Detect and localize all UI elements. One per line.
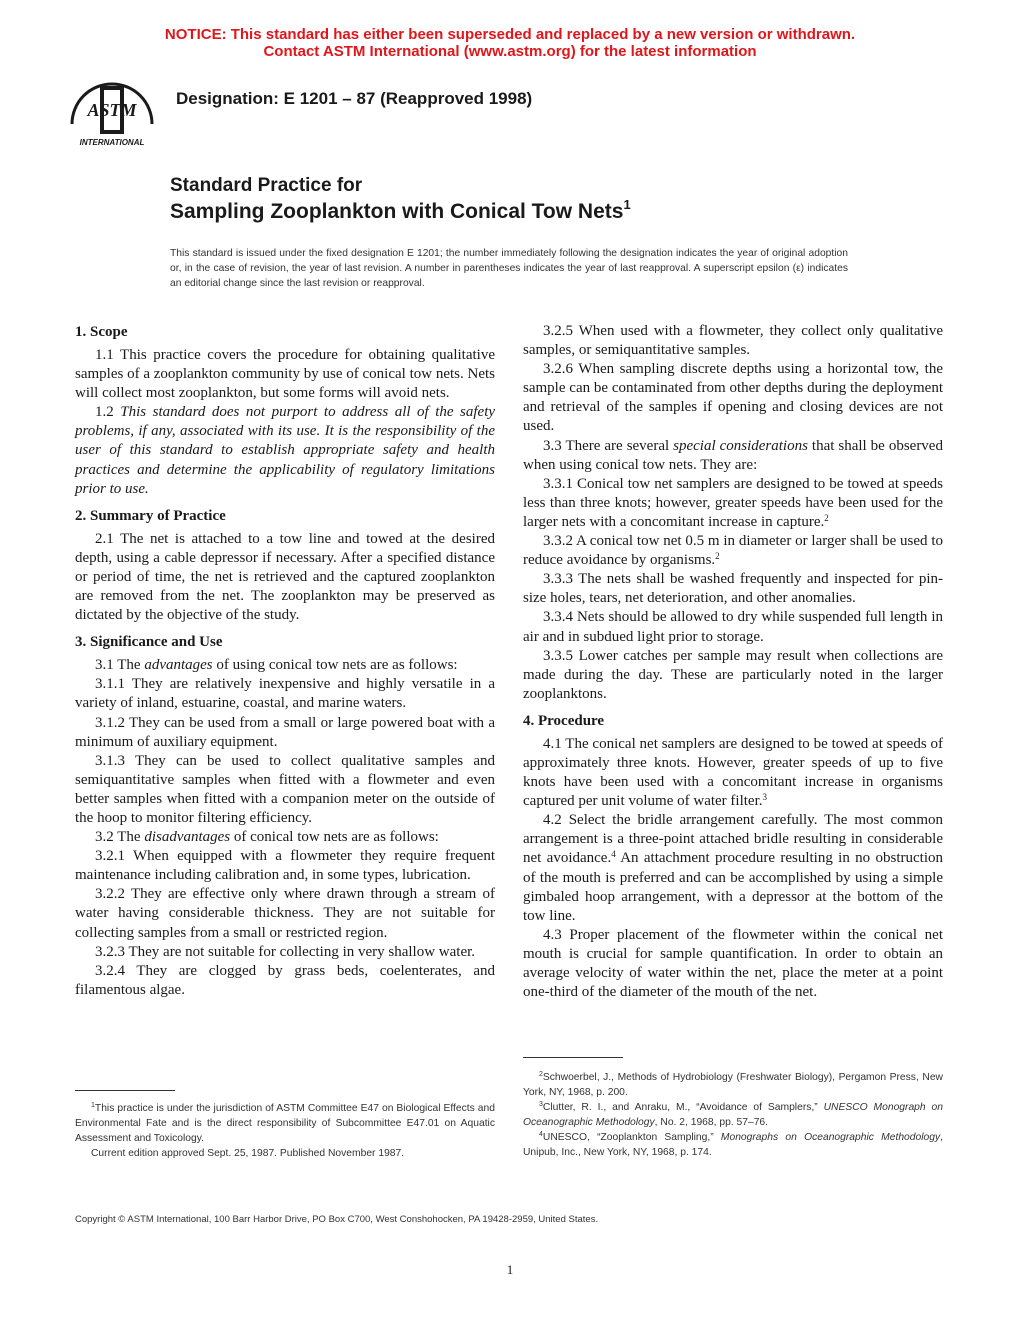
copyright-line: Copyright © ASTM International, 100 Barr Harbor Drive, PO Box C700, West Conshohocken, PA 19428-2959, United States. xyxy=(75,1214,599,1225)
paragraph-3-2 xyxy=(75,828,495,847)
section-heading-procedure: 4. Procedure xyxy=(523,712,605,729)
footnote-ref-4[interactable]: 4 xyxy=(611,849,616,860)
paragraph-3-3-1 xyxy=(523,475,943,532)
astm-logo-mark xyxy=(62,80,162,148)
title-main: Sampling Zooplankton with Conical Tow Nets xyxy=(170,200,624,223)
paragraph-3-1-2: 3.1.2 They can be used from a small or large powered boat with a minimum of auxiliary equipment. xyxy=(75,714,495,750)
footnote-3-emph: UNESCO Monograph on Oceanographic Methodology xyxy=(523,1102,943,1128)
notice-line-2: Contact ASTM International (www.astm.org) for the latest information xyxy=(263,43,757,60)
footnote-divider-right xyxy=(523,1057,623,1058)
paragraph-3-2-2: 3.2.2 They are effective only where drawn through a stream of water having considerable thickness. They are not suitable for collecting samples from a small or restricted region. xyxy=(75,886,495,941)
footnote-3-c: , No. 2, 1968, pp. 57–76. xyxy=(654,1117,769,1128)
paragraph-3-2-c: of conical tow nets are as follows: xyxy=(230,829,439,846)
footnote-divider-left xyxy=(75,1090,175,1091)
footnote-3-marker: 3 xyxy=(539,1101,543,1108)
footnote-1-marker: 1 xyxy=(91,1102,95,1109)
designation: Designation: E 1201 – 87 (Reapproved 1998) xyxy=(176,89,533,108)
paragraph-3-2-emph: disadvantages xyxy=(144,829,231,846)
paragraph-3-2-6: 3.2.6 When sampling discrete depths using a horizontal tow, the sample can be contaminated from other depths during the deployment and retrieval of the samples if opening and closing devices are not used. xyxy=(523,361,943,435)
paragraph-3-3-2 xyxy=(523,532,943,570)
footnotes-left xyxy=(75,1101,495,1161)
logo-subtext: INTERNATIONAL xyxy=(79,138,145,147)
supersession-notice xyxy=(0,26,1020,60)
paragraph-3-3-3: 3.3.3 The nets shall be washed frequently and inspected for pin-size holes, tears, net deterioration, and other anomalies. xyxy=(523,571,943,607)
footnote-4-marker: 4 xyxy=(539,1131,543,1138)
paragraph-3-3-4: 3.3.4 Nets should be allowed to dry while suspended full length in air and in subdued light prior to storage. xyxy=(523,609,943,645)
paragraph-4-2-a: 4.2 Select the bridle arrangement carefully. The most common arrangement is a three-point attached bridle resulting in considerable net avoidance. xyxy=(523,812,943,867)
paragraph-3-1-c: of using conical tow nets are as follows: xyxy=(212,657,458,674)
footnote-1 xyxy=(75,1101,495,1146)
footnote-2-text: Schwoerbel, J., Methods of Hydrobiology (Freshwater Biology), Pergamon Press, New York, NY, 1968, p. 200. xyxy=(523,1072,943,1098)
paragraph-3-1 xyxy=(75,656,495,675)
paragraph-3-1-1: 3.1.1 They are relatively inexpensive and highly versatile in a variety of inland, estuarine, coastal, and marine waters. xyxy=(75,676,495,712)
paragraph-3-2-a: 3.2 The xyxy=(95,829,145,846)
section-heading-significance: 3. Significance and Use xyxy=(75,634,223,651)
paragraph-3-3-emph: special considerations xyxy=(673,437,808,454)
left-column xyxy=(75,322,495,1000)
document-title xyxy=(170,174,631,225)
paragraph-3-1-a: 3.1 The xyxy=(95,657,145,674)
paragraph-4-2 xyxy=(523,811,943,926)
paragraph-1-2-number: 1.2 xyxy=(95,404,121,421)
paragraph-3-1-emph: advantages xyxy=(144,657,213,674)
paragraph-4-2-b: An attachment procedure resulting in no obstruction of the mouth is preferred and can be accomplished by using a simple gimbaled hoop arrangement, with a depressor at the bottom of the tow line. xyxy=(523,850,944,924)
paragraph-3-2-1: 3.2.1 When equipped with a flowmeter they require frequent maintenance including calibration and, in some types, lubrication. xyxy=(75,848,495,884)
footnote-2 xyxy=(523,1070,943,1100)
footnote-2-marker: 2 xyxy=(539,1071,543,1078)
title-line-1: Standard Practice for xyxy=(170,175,363,196)
paragraph-3-2-5: 3.2.5 When used with a flowmeter, they collect only qualitative samples, or semiquantitative samples. xyxy=(523,323,943,359)
paragraph-1-2 xyxy=(75,403,495,498)
footnote-ref-2b[interactable]: 2 xyxy=(715,551,720,562)
astm-logo xyxy=(62,80,162,148)
footnote-1-text: This practice is under the jurisdiction of ASTM Committee E47 on Biological Effects and Environmental Fate and is the direct responsibility of Subcommittee E47.01 on Aquatic Assessment and Toxicology. xyxy=(75,1103,495,1144)
paragraph-3-3-c: that shall be observed when using conical tow nets. They are: xyxy=(523,437,943,473)
footnote-1-approval: Current edition approved Sept. 25, 1987. Published November 1987. xyxy=(91,1148,405,1159)
paragraph-3-2-3: 3.2.3 They are not suitable for collecting in very shallow water. xyxy=(95,943,476,960)
footnote-ref-2[interactable]: 2 xyxy=(824,512,829,523)
paragraph-3-3-1-text: 3.3.1 Conical tow net samplers are designed to be towed at speeds less than three knots; however, greater speeds have been used for the larger nets with a concomitant increase in capture. xyxy=(523,475,943,530)
paragraph-2-1: 2.1 The net is attached to a tow line and towed at the desired depth, using a cable depressor if necessary. After a specified distance or period of time, the net is retrieved and the captured zooplankton are removed from the net. The zooplankton may be preserved as dictated by the objective of the study. xyxy=(75,530,495,624)
paragraph-3-3 xyxy=(523,437,943,475)
notice-line-1: NOTICE: This standard has either been superseded and replaced by a new version or withdrawn. xyxy=(164,26,856,43)
paragraph-3-2-4: 3.2.4 They are clogged by grass beds, coelenterates, and filamentous algae. xyxy=(75,962,495,998)
paragraph-3-3-a: 3.3 There are several xyxy=(543,437,674,454)
intro-paragraph: This standard is issued under the fixed designation E 1201; the number immediately following the designation indicates the year of original adoption or, in the case of revision, the year of last revision. A number in parentheses indicates the year of last reapproval. A superscript epsilon (ε) indicates an editorial change since the last revision or reapproval. xyxy=(170,248,848,289)
footnote-ref-3[interactable]: 3 xyxy=(762,792,767,803)
paragraph-4-1-text: 4.1 The conical net samplers are designed to be towed at speeds of approximately three knots. However, greater speeds of up to five knots have been used with a concomitant increase in organisms captured per unit volume of water filter. xyxy=(523,735,943,810)
footnote-4-emph: Monographs on Oceanographic Methodology xyxy=(720,1132,941,1143)
section-heading-summary: 2. Summary of Practice xyxy=(75,507,226,524)
paragraph-4-3: 4.3 Proper placement of the flowmeter within the conical net mouth is crucial for sample quantification. In order to obtain an average velocity of water within the net, place the meter at a point one-third of the diameter of the mouth of the net. xyxy=(523,926,943,1001)
logo-letters: ASTM xyxy=(87,100,137,120)
footnote-4 xyxy=(523,1130,943,1160)
page-number: 1 xyxy=(506,1262,514,1277)
footnote-4-c: , Unipub, Inc., New York, NY, 1968, p. 174. xyxy=(523,1132,943,1158)
paragraph-1-2-text: This standard does not purport to address all of the safety problems, if any, associated with its use. It is the responsibility of the user of this standard to establish appropriate safety and health practices and determine the applicability of regulatory limitations prior to use. xyxy=(75,404,496,497)
paragraph-3-3-2-text: 3.3.2 A conical tow net 0.5 m in diameter or larger shall be used to reduce avoidance by organisms. xyxy=(523,533,943,569)
paragraph-3-3-5: 3.3.5 Lower catches per sample may result when collections are made during the day. These are particularly noted in the larger zooplanktons. xyxy=(523,647,943,702)
right-column xyxy=(523,322,943,1002)
paragraph-3-1-3: 3.1.3 They can be used to collect qualitative samples and semiquantitative samples when fitted with a flowmeter and even better samples when fitted with a companion meter on the outside of the hoop to monitor filtering efficiency. xyxy=(75,752,495,826)
section-heading-scope: 1. Scope xyxy=(75,324,128,340)
paragraph-4-1 xyxy=(523,735,943,811)
paragraph-1-1: 1.1 This practice covers the procedure for obtaining qualitative samples of a zooplankton community by use of conical tow nets. Nets will collect most zooplankton, but some forms will avoid nets. xyxy=(75,347,495,402)
footnotes-right xyxy=(523,1070,943,1160)
footnote-3 xyxy=(523,1100,943,1130)
title-line-2 xyxy=(170,198,631,225)
footnote-4-a: UNESCO, “Zooplankton Sampling,” xyxy=(542,1132,721,1143)
footnote-3-a: Clutter, R. I., and Anraku, M., “Avoidance of Samplers,” xyxy=(542,1102,824,1113)
title-footnote-ref: 1 xyxy=(623,197,631,212)
